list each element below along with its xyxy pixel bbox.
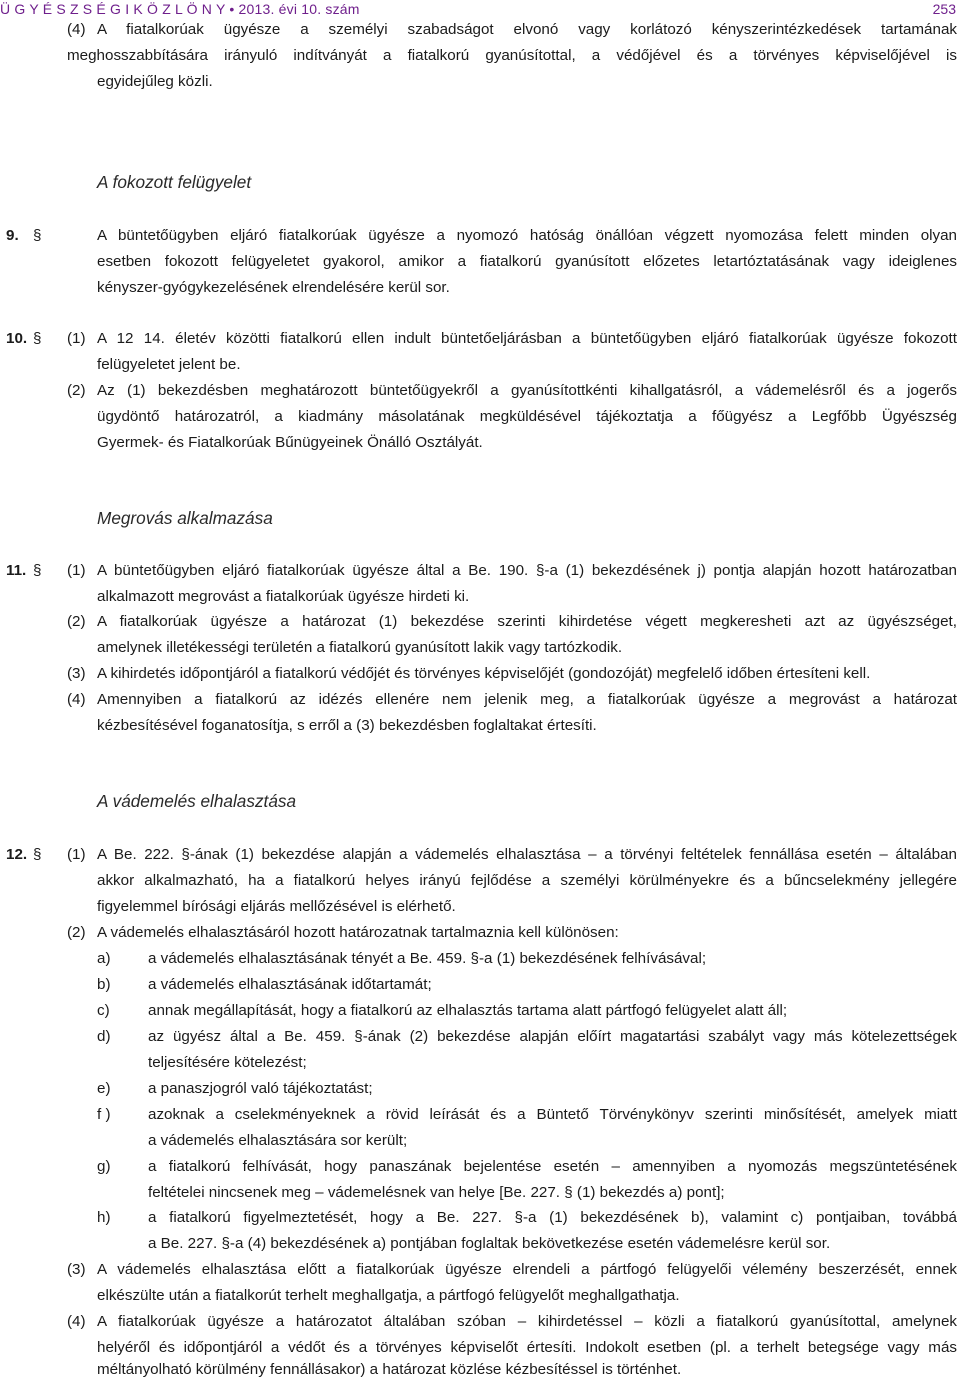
list-letter: b) (97, 976, 111, 993)
page-number: 253 (932, 1, 956, 17)
paragraph-number: (1) (67, 846, 86, 863)
list-letter: d) (97, 1028, 111, 1045)
section-number: 10. (6, 330, 28, 347)
list-letter: c) (97, 1002, 110, 1019)
section-heading: A fokozott felügyelet (97, 172, 252, 192)
section-mark: § (33, 330, 42, 347)
paragraph-line: A fiatalkorúak ügyésze a határozatot általában szóban – kihirdetéssel – közli a fiatalkorú gyanúsítottal, amelynek (97, 1313, 957, 1330)
section-number: 11. (6, 562, 27, 579)
paragraph-number: (4) (67, 1313, 86, 1330)
list-letter: h) (97, 1209, 111, 1226)
list-item: a fiatalkorú figyelmeztetését, hogy a Be. 227. §-a (1) bekezdésének b), valamint c) pontjaiban, továbbá (148, 1209, 957, 1226)
list-letter: f ) (97, 1106, 111, 1123)
list-item: a vádemelés elhalasztására sor került; (148, 1132, 408, 1149)
paragraph-line: ügydöntő határozatról, a kiadmány másolatának megküldésével tájékoztatja a főügyész a Legfőbb Ügyészség (97, 408, 957, 425)
section-mark: § (33, 846, 42, 863)
paragraph-line: Az (1) bekezdésben meghatározott büntetőügyekről a gyanúsítottkénti kihallgatásról, a vádemelésről és a jogerős (97, 382, 957, 399)
paragraph-line: egyidejűleg közli. (97, 73, 213, 90)
paragraph-number: (3) (67, 665, 86, 682)
list-item: a vádemelés elhalasztásának tényét a Be. 459. §-a (1) bekezdésének felhívásával; (148, 950, 707, 967)
paragraph-number: (4) (67, 691, 86, 708)
list-item: a Be. 227. §-a (4) bekezdésének a) pontjában foglaltak bekövetkezése esetén vádemelésre kerül sor. (148, 1235, 831, 1252)
paragraph-line: A büntetőügyben eljáró fiatalkorúak ügyésze a nyomozó hatóság önállóan végzett nyomozása felett minden olyan (97, 227, 957, 244)
paragraph-number: (1) (67, 330, 86, 347)
list-item: a vádemelés elhalasztásának időtartamát; (148, 976, 432, 993)
paragraph-number: (3) (67, 1261, 86, 1278)
list-item: a fiatalkorú felhívását, hogy panaszának bejelentése esetén – amennyiben a nyomozás megszüntetésének (148, 1158, 957, 1175)
list-letter: a) (97, 950, 111, 967)
paragraph-line: akkor alkalmazható, ha a fiatalkorú helyes irányú fejlődése a személyi körülményekre és a bűncselekmény jellegére (97, 872, 957, 889)
section-mark: § (33, 227, 42, 244)
paragraph-number: (2) (67, 924, 86, 941)
list-letter: g) (97, 1158, 111, 1175)
section-heading: A vádemelés elhalasztása (97, 791, 297, 811)
paragraph-line: figyelemmel bírósági eljárás mellőzésével is elérhető. (97, 898, 456, 915)
paragraph-number: (2) (67, 613, 86, 630)
list-letter: e) (97, 1080, 111, 1097)
paragraph-line: meghosszabbítására irányuló indítványát a fiatalkorú gyanúsítottal, a védőjével és a törvényes képviselőjével is (67, 47, 957, 64)
paragraph-line: felügyeletet jelent be. (97, 356, 241, 373)
paragraph-number: (4) (67, 21, 86, 38)
paragraph-line: A Be. 222. §-ának (1) bekezdése alapján a vádemelés elhalasztása – a törvényi feltételek fennállása esetén – általában (97, 846, 957, 863)
paragraph-line: esetben fokozott felügyeletet gyakorol, amikor a fiatalkorú gyanúsított előzetes letartóztatásának vagy ideiglenes (97, 253, 957, 270)
paragraph-line: A vádemelés elhalasztása előtt a fiatalkorúak ügyésze elrendeli a pártfogó felügyelői vélemény beszerzését, ennek (97, 1261, 957, 1278)
paragraph-line: A vádemelés elhalasztásáról hozott határozatnak tartalmaznia kell különösen: (97, 924, 619, 941)
paragraph-line: Amennyiben a fiatalkorú az idézés ellenére nem jelenik meg, a fiatalkorúak ügyésze a megrovást a határozat (97, 691, 957, 708)
section-number: 9. (6, 227, 19, 244)
paragraph-line: A fiatalkorúak ügyésze a személyi szabadságot elvonó vagy korlátozó kényszerintézkedések tartamának (97, 21, 957, 38)
paragraph-line: A fiatalkorúak ügyésze a határozat (1) bekezdése szerinti kihirdetése végett megkeresheti azt az ügyészséget, (97, 613, 957, 630)
paragraph-line: elkészülte után a fiatalkorút terhelt meghallgatja, a pártfogó felügyelőt meghallgathatja. (97, 1287, 680, 1304)
paragraph-line: A kihirdetés időpontjáról a fiatalkorú védőjét és törvényes képviselőjét (gondozóját) megfelelő időben értesíteni kell. (97, 665, 871, 682)
paragraph-line: alkalmazott megrovást a fiatalkorúak ügyésze hirdeti ki. (97, 588, 470, 605)
list-item: annak megállapítását, hogy a fiatalkorú az elhalasztás tartama alatt pártfogó felügyelet alatt áll; (148, 1002, 788, 1019)
paragraph-number: (1) (67, 562, 86, 579)
list-item: feltételei nincsenek meg – vádemelésnek van helye [Be. 227. § (1) bekezdés a) pont]; (148, 1184, 725, 1201)
running-title: Ü G Y É S Z S É G I K Ö Z L Ö N Y • 2013. évi 10. szám (0, 1, 360, 17)
paragraph-number: (2) (67, 382, 86, 399)
paragraph-line: A 12 14. életév közötti fiatalkorú ellen indult büntetőeljárásban a büntetőügyben eljáró fiatalkorúak ügyésze fokozott (97, 330, 957, 347)
paragraph-line: A büntetőügyben eljáró fiatalkorúak ügyésze által a Be. 190. §-a (1) bekezdésének j) pontja alapján hozott határozatban (97, 562, 957, 579)
paragraph-line: helyéről és időpontjáról a védőt és a törvényes képviselőt értesíti. Indokolt esetben (pl. a terhelt betegsége vagy más (97, 1339, 957, 1356)
paragraph-line: kézbesítésével foganatosítja, s erről a (3) bekezdésben foglaltakat értesíti. (97, 717, 597, 734)
paragraph-line: amelynek illetékességi területén a fiatalkorú gyanúsított lakik vagy tartózkodik. (97, 639, 623, 656)
section-mark: § (33, 562, 42, 579)
list-item: azoknak a cselekményeknek a rövid leírását és a Büntető Törvénykönyv szerinti minősítését, amelyek miatt (148, 1106, 957, 1123)
paragraph-line: Gyermek- és Fiatalkorúak Bűnügyeinek Önálló Osztályát. (97, 434, 483, 451)
list-item: a panaszjogról való tájékoztatást; (148, 1080, 373, 1097)
list-item: az ügyész által a Be. 459. §-ának (2) bekezdése alapján előírt magatartási szabályt vagy más kötelezettségek (148, 1028, 957, 1045)
section-heading: Megrovás alkalmazása (97, 508, 273, 528)
paragraph-line: méltányolható körülmény fennállásakor) a határozat közlése kézbesítéssel is történhet. (97, 1361, 682, 1378)
paragraph-line: kényszer-gyógykezelésének elrendelésére kerül sor. (97, 279, 450, 296)
list-item: teljesítésére kötelezést; (148, 1054, 307, 1071)
section-number: 12. (6, 846, 28, 863)
